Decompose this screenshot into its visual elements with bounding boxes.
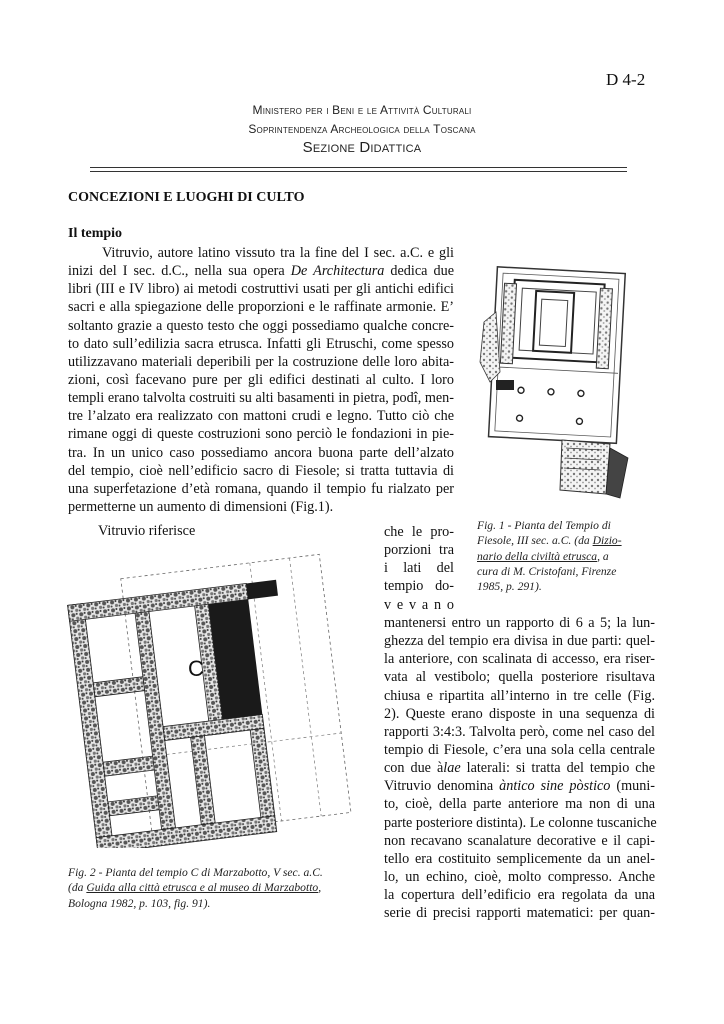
text-line: ghezza del tempio era divisa in due parti: quel-: [384, 633, 655, 650]
paragraph-1: [68, 244, 454, 516]
text-line: la copertura dell’edificio era regolata da una: [384, 887, 655, 904]
fig2-cella-label: C: [188, 656, 204, 681]
paragraph-2-narrow: [384, 523, 454, 614]
text-line: mantenersi entro un rapporto di 6 a 5; la lun-: [384, 615, 655, 631]
text-line: la anteriore, con scalinata di accesso, era riser-: [384, 651, 655, 668]
text-line: rimane oggi di queste costruzioni sono perciò le fondazioni in pie-: [68, 426, 454, 443]
paragraph-2-wide: [384, 614, 655, 922]
text-line: tempio di Fiesole, c’era una sola cella centrale: [384, 741, 655, 758]
fig2-marzabotto-plan: [66, 548, 362, 848]
fig1-caption: Fig. 1 - Pianta del Tempio di Fiesole, III sec. a.C. (da Dizio- nario della civiltà etrusca, a cura di M. Cristofani, Firenze 1985, p. 291).: [477, 519, 622, 594]
text-line: parte posteriore distinta). Le colonne tuscaniche: [384, 814, 657, 831]
header-rule-top: [90, 167, 627, 168]
text-line: inizi del I sec. d.C., nella sua opera De Architectura dedica due: [68, 263, 454, 280]
text-line: Vitruvio, autore latino vissuto tra la fine del I sec. a.C. e gli: [102, 245, 454, 261]
text-line: 2). Queste erano disposte in una sequenza di: [384, 705, 655, 722]
text-line: lo, un echino, cioè, molto compresso. Anche: [384, 868, 655, 885]
text-line: permetterne un aumento di dimensioni (Fig.1).: [68, 498, 334, 515]
text-line: i lati del: [384, 560, 454, 577]
text-line: templi erano talvolta costruiti su alti basamenti in pietra, podî, men-: [68, 390, 454, 407]
text-line: tra. In un unico caso possediamo ancora buona parte dell’alzato: [68, 444, 454, 461]
text-line: chiusa e ripartita all’interno in tre celle (Fig.: [384, 687, 655, 704]
text-line: utilizzavano materiali deperibili per la costruzione delle loro abita-: [68, 353, 454, 370]
text-line: Vitruvio denomina àntico sine pòstico (muni-: [384, 778, 655, 795]
header-ministry: Ministero per i Beni e le Attività Culturali: [252, 103, 472, 117]
text-line: porzioni tra: [384, 542, 454, 559]
paragraph-2-start: Vitruvio riferisce: [98, 523, 196, 539]
fig2-caption: Fig. 2 - Pianta del tempio C di Marzabotto, V sec. a.C. (da Guida alla città etrusca e al museo di Marzabotto, Bologna 1982, p. 103, fig. 91).: [68, 866, 323, 910]
text-line: rapporti 3:4:3. Talvolta però, come nel caso del: [384, 723, 655, 740]
text-line: non recavano scanalature decorative e il capi-: [384, 832, 655, 849]
header-soprintendenza: Soprintendenza Archeologica della Toscana: [248, 122, 476, 136]
text-line: del tempio, cioè nell’edificio sacro di Fiesole; si tratta tuttavia di: [68, 462, 454, 479]
text-line: che le pro-: [384, 524, 454, 540]
book-title: De Architectura: [290, 263, 385, 280]
text-line: serie di precisi rapporti matematici: per quan-: [384, 905, 655, 922]
subsection-title: Il tempio: [68, 226, 123, 241]
fig1-fiesole-plan: [470, 262, 640, 500]
section-title: CONCEZIONI E LUOGHI DI CULTO: [68, 190, 305, 205]
text-line: una superfetazione d’età romana, quando il tempio fu rialzato per: [68, 480, 454, 497]
text-line: tello era costituito semplicemente da un anel-: [384, 850, 655, 867]
text-line: soltanto grazie a questo testo che oggi possediamo qualche concre-: [68, 317, 454, 334]
text-line: to, cioè, della parte anteriore ma non di una: [384, 796, 655, 813]
document-id: D 4-2: [606, 70, 646, 89]
text-line: v e v a n o: [384, 596, 454, 613]
text-line: vata al vestibolo; quella posteriore risultava: [384, 669, 655, 686]
header-rule-bottom: [90, 171, 627, 172]
text-line: tre l’alzato era realizzato con mattoni crudi e legno. Tutto ciò che: [68, 408, 454, 425]
text-line: libri (III e IV libro) ai metodi costruttivi usati per gli antichi edifici: [68, 281, 454, 298]
text-line: sacri e alla spiegazione delle proporzioni e le raffinate armonie. E’: [68, 299, 454, 316]
text-line: con due àlae laterali: si tratta del tempio che: [384, 760, 655, 777]
text-line: tempio do-: [384, 578, 454, 595]
text-line: zioni, così facevano pure per gli edifici destinati al culto. I loro: [68, 371, 454, 388]
text-line: to dato sull’edilizia sacra etrusca. Infatti gli Etruschi, come spesso: [68, 335, 454, 352]
header-section: Sezione Didattica: [302, 139, 422, 156]
